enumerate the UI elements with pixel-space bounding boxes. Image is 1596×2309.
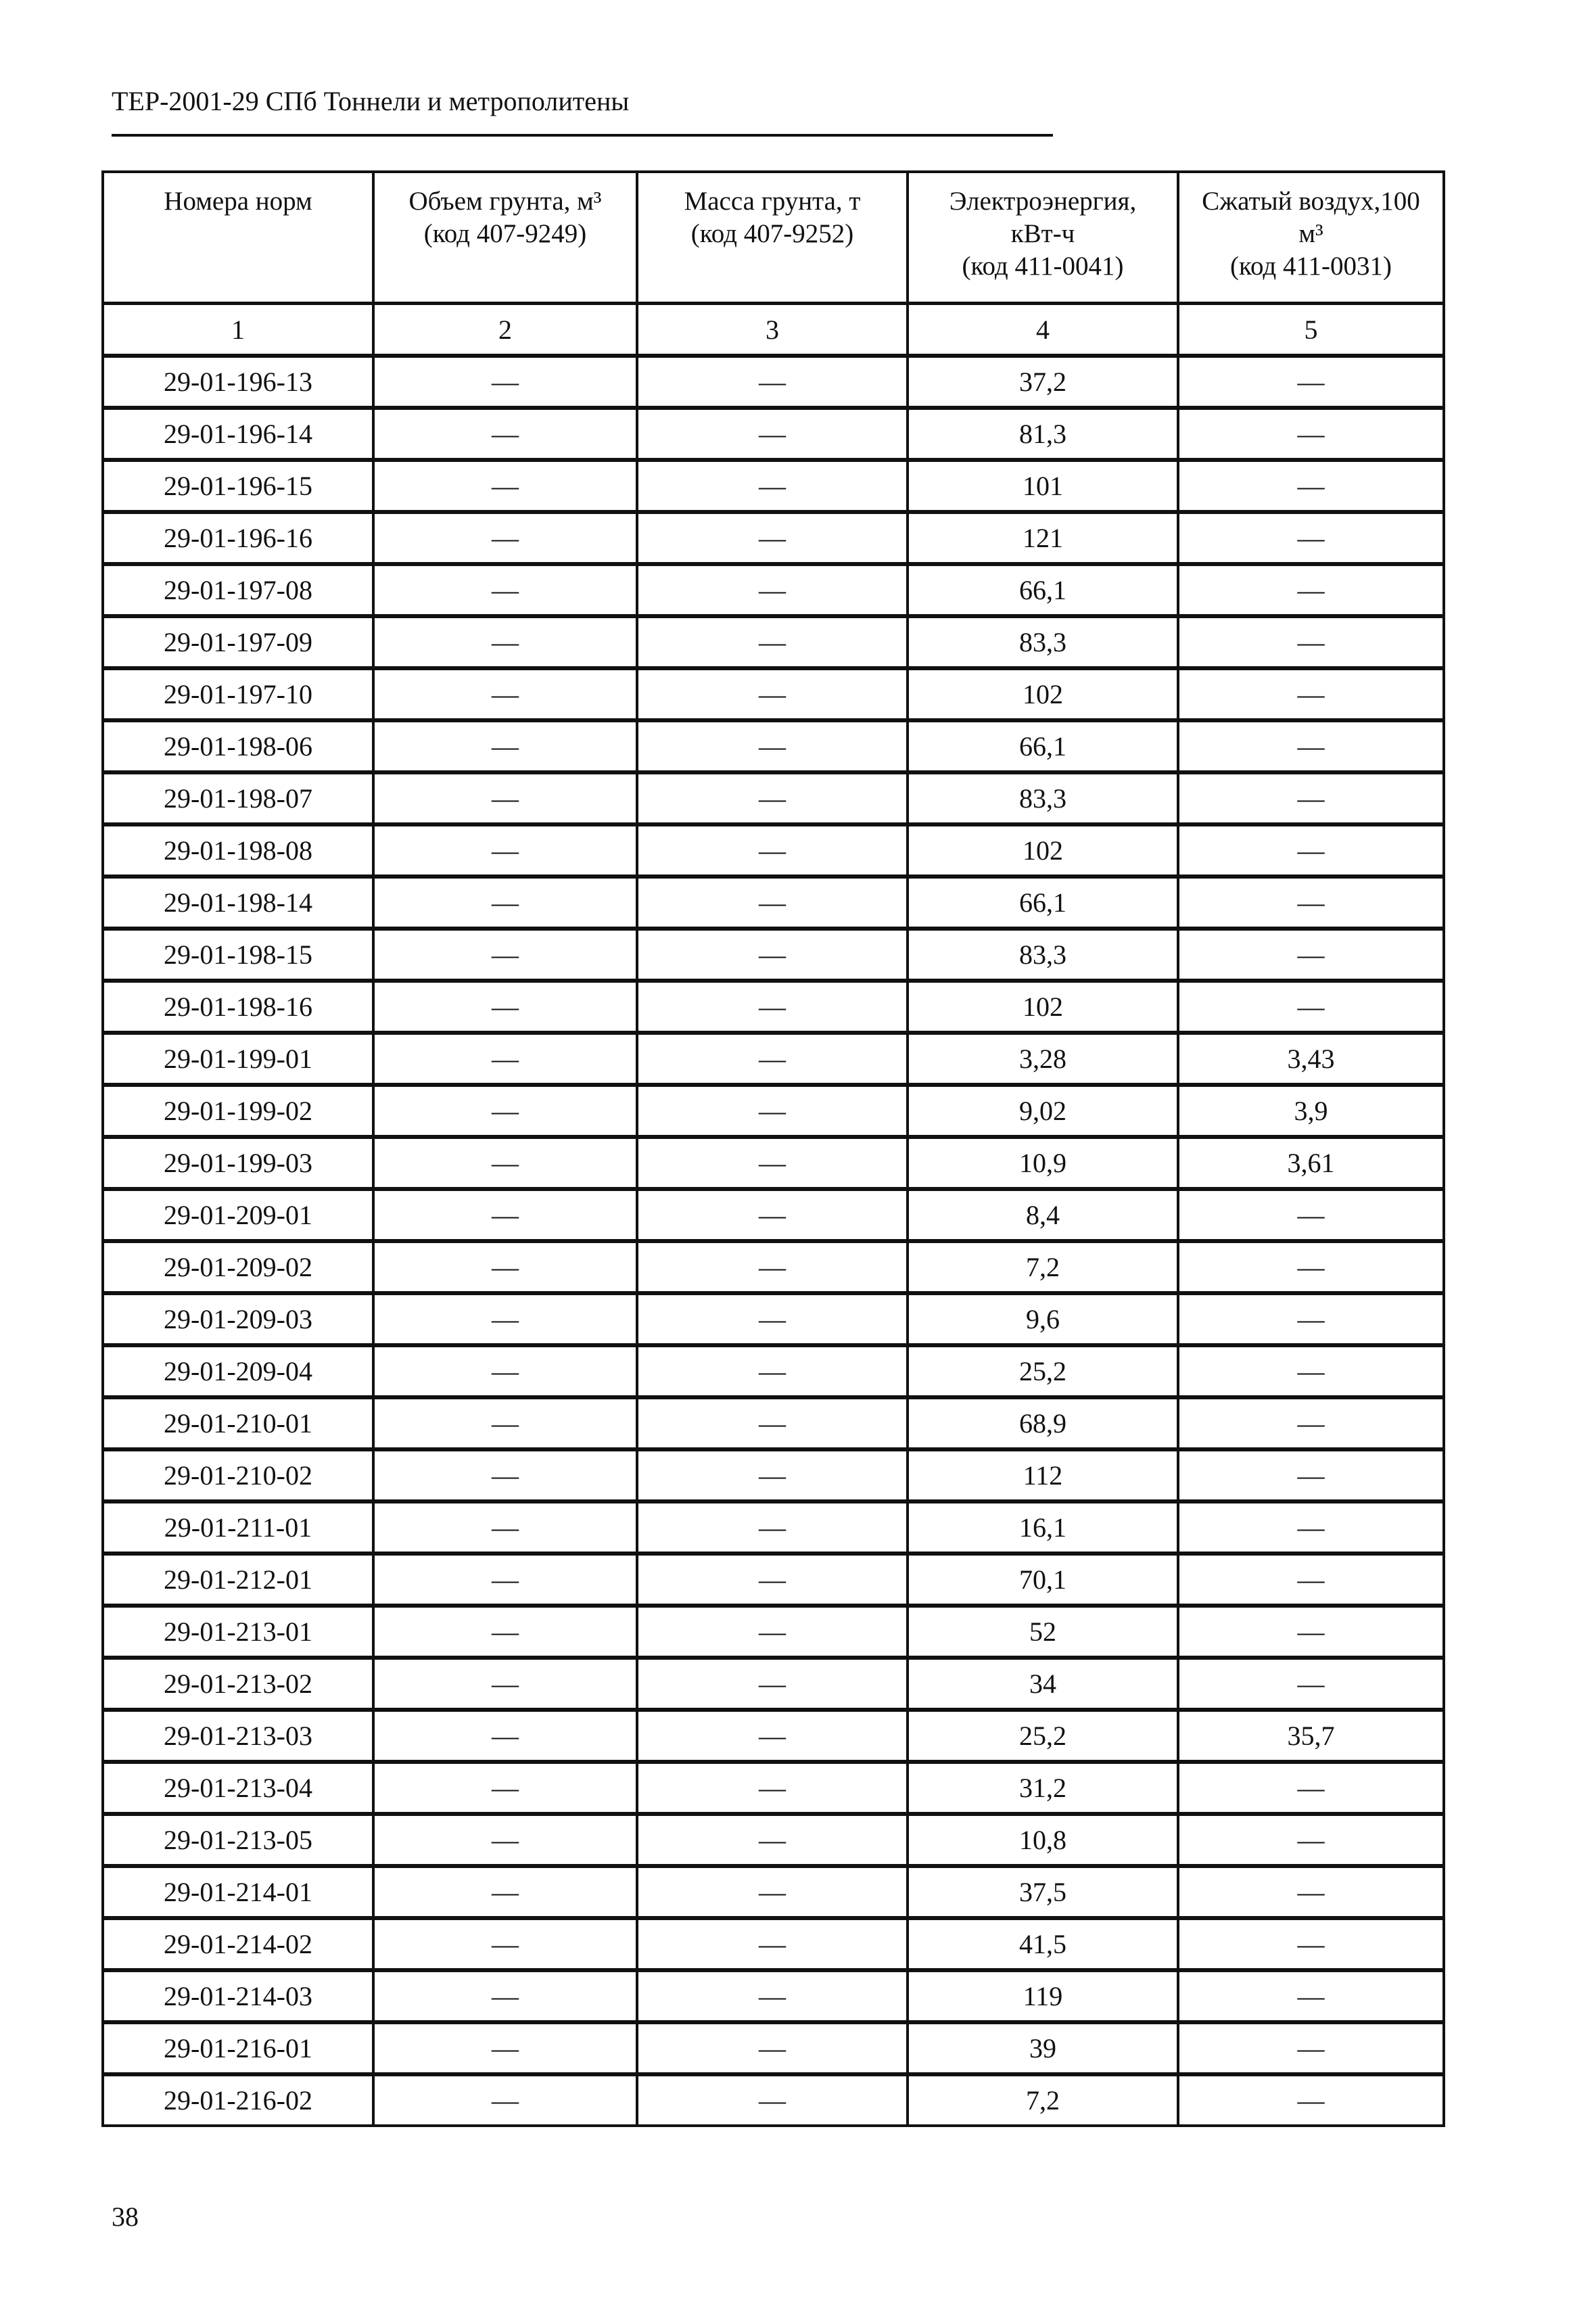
table-row <box>103 1137 1444 1189</box>
cell-electricity: 10,9 <box>908 1137 1178 1189</box>
cell-electricity: 25,2 <box>908 1345 1178 1397</box>
cell-soil-mass: — <box>637 1449 908 1501</box>
cell-soil-volume: — <box>373 877 637 929</box>
cell-norm-number: 29-01-197-08 <box>103 564 373 616</box>
cell-norm-number: 29-01-196-13 <box>103 356 373 408</box>
column-number: 5 <box>1178 304 1444 356</box>
cell-soil-mass: — <box>637 772 908 824</box>
cell-soil-mass: — <box>637 1137 908 1189</box>
norms-table-container <box>101 170 1442 2127</box>
cell-electricity: 9,6 <box>908 1293 1178 1345</box>
cell-soil-mass: — <box>637 1762 908 1814</box>
cell-soil-mass: — <box>637 512 908 564</box>
cell-norm-number: 29-01-199-01 <box>103 1033 373 1085</box>
cell-soil-volume: — <box>373 1293 637 1345</box>
column-header-line: Масса грунта, т <box>684 187 861 216</box>
table-row <box>103 1241 1444 1293</box>
cell-compressed-air: — <box>1178 720 1444 772</box>
cell-soil-mass: — <box>637 2022 908 2074</box>
cell-norm-number: 29-01-209-04 <box>103 1345 373 1397</box>
column-header-line: (код 407-9252) <box>690 219 854 248</box>
cell-soil-volume: — <box>373 1397 637 1449</box>
table-header-row <box>103 172 1444 304</box>
cell-soil-volume: — <box>373 1241 637 1293</box>
table-row <box>103 877 1444 929</box>
cell-soil-volume: — <box>373 1762 637 1814</box>
cell-soil-mass: — <box>637 1189 908 1241</box>
cell-soil-mass: — <box>637 1814 908 1866</box>
cell-norm-number: 29-01-199-02 <box>103 1085 373 1137</box>
cell-electricity: 37,5 <box>908 1866 1178 1918</box>
cell-electricity: 3,28 <box>908 1033 1178 1085</box>
cell-soil-mass: — <box>637 356 908 408</box>
cell-soil-mass: — <box>637 720 908 772</box>
cell-electricity: 68,9 <box>908 1397 1178 1449</box>
cell-soil-volume: — <box>373 2074 637 2126</box>
cell-soil-volume: — <box>373 1710 637 1762</box>
cell-compressed-air: — <box>1178 1501 1444 1554</box>
cell-norm-number: 29-01-214-01 <box>103 1866 373 1918</box>
table-row <box>103 720 1444 772</box>
cell-soil-mass: — <box>637 2074 908 2126</box>
cell-soil-volume: — <box>373 564 637 616</box>
cell-compressed-air: — <box>1178 1345 1444 1397</box>
cell-soil-mass: — <box>637 1866 908 1918</box>
cell-norm-number: 29-01-198-08 <box>103 824 373 877</box>
cell-norm-number: 29-01-209-03 <box>103 1293 373 1345</box>
cell-soil-volume: — <box>373 824 637 877</box>
table-row <box>103 1293 1444 1345</box>
cell-soil-volume: — <box>373 616 637 668</box>
table-row <box>103 1606 1444 1658</box>
cell-compressed-air: — <box>1178 1189 1444 1241</box>
cell-compressed-air: — <box>1178 2074 1444 2126</box>
cell-soil-volume: — <box>373 772 637 824</box>
cell-compressed-air: — <box>1178 1397 1444 1449</box>
cell-soil-mass: — <box>637 1606 908 1658</box>
cell-electricity: 52 <box>908 1606 1178 1658</box>
table-row <box>103 512 1444 564</box>
column-header-norm-number <box>103 172 373 304</box>
cell-soil-mass: — <box>637 1658 908 1710</box>
cell-norm-number: 29-01-214-03 <box>103 1970 373 2022</box>
table-row <box>103 1085 1444 1137</box>
cell-soil-volume: — <box>373 1085 637 1137</box>
column-number: 1 <box>103 304 373 356</box>
table-row <box>103 1814 1444 1866</box>
cell-electricity: 37,2 <box>908 356 1178 408</box>
page-number: 38 <box>112 2201 139 2232</box>
cell-soil-mass: — <box>637 1397 908 1449</box>
cell-soil-volume: — <box>373 981 637 1033</box>
column-header-electricity <box>908 172 1178 304</box>
column-number: 3 <box>637 304 908 356</box>
cell-soil-volume: — <box>373 512 637 564</box>
cell-norm-number: 29-01-214-02 <box>103 1918 373 1970</box>
cell-compressed-air: — <box>1178 1866 1444 1918</box>
cell-compressed-air: 35,7 <box>1178 1710 1444 1762</box>
cell-soil-volume: — <box>373 1137 637 1189</box>
cell-norm-number: 29-01-213-01 <box>103 1606 373 1658</box>
table-row <box>103 1189 1444 1241</box>
table-row <box>103 1554 1444 1606</box>
cell-compressed-air: — <box>1178 2022 1444 2074</box>
cell-compressed-air: — <box>1178 616 1444 668</box>
cell-electricity: 70,1 <box>908 1554 1178 1606</box>
cell-electricity: 39 <box>908 2022 1178 2074</box>
cell-soil-volume: — <box>373 668 637 720</box>
cell-compressed-air: — <box>1178 772 1444 824</box>
cell-electricity: 8,4 <box>908 1189 1178 1241</box>
cell-soil-volume: — <box>373 356 637 408</box>
table-row <box>103 929 1444 981</box>
cell-norm-number: 29-01-199-03 <box>103 1137 373 1189</box>
cell-electricity: 9,02 <box>908 1085 1178 1137</box>
cell-soil-mass: — <box>637 929 908 981</box>
column-header-soil-volume <box>373 172 637 304</box>
cell-soil-volume: — <box>373 1554 637 1606</box>
cell-norm-number: 29-01-197-10 <box>103 668 373 720</box>
cell-electricity: 25,2 <box>908 1710 1178 1762</box>
table-row <box>103 1866 1444 1918</box>
table-row <box>103 2074 1444 2126</box>
cell-norm-number: 29-01-198-16 <box>103 981 373 1033</box>
table-row <box>103 1762 1444 1814</box>
table-row <box>103 981 1444 1033</box>
header-divider <box>112 134 1053 137</box>
table-row <box>103 1345 1444 1397</box>
cell-soil-volume: — <box>373 929 637 981</box>
cell-soil-mass: — <box>637 1918 908 1970</box>
cell-compressed-air: — <box>1178 1293 1444 1345</box>
cell-electricity: 34 <box>908 1658 1178 1710</box>
cell-norm-number: 29-01-213-04 <box>103 1762 373 1814</box>
cell-compressed-air: — <box>1178 1449 1444 1501</box>
cell-soil-mass: — <box>637 1033 908 1085</box>
cell-soil-mass: — <box>637 824 908 877</box>
cell-soil-volume: — <box>373 720 637 772</box>
table-row <box>103 1501 1444 1554</box>
cell-compressed-air: — <box>1178 929 1444 981</box>
cell-electricity: 121 <box>908 512 1178 564</box>
cell-soil-volume: — <box>373 1501 637 1554</box>
cell-compressed-air: — <box>1178 564 1444 616</box>
cell-soil-volume: — <box>373 460 637 512</box>
cell-norm-number: 29-01-210-01 <box>103 1397 373 1449</box>
column-header-line: Номера норм <box>164 187 312 216</box>
column-header-line: (код 411-0041) <box>962 252 1124 281</box>
cell-electricity: 10,8 <box>908 1814 1178 1866</box>
table-row <box>103 1449 1444 1501</box>
table-row <box>103 564 1444 616</box>
cell-soil-volume: — <box>373 1866 637 1918</box>
cell-soil-mass: — <box>637 1085 908 1137</box>
cell-norm-number: 29-01-210-02 <box>103 1449 373 1501</box>
cell-norm-number: 29-01-196-15 <box>103 460 373 512</box>
cell-soil-mass: — <box>637 1241 908 1293</box>
cell-electricity: 102 <box>908 668 1178 720</box>
column-header-soil-mass <box>637 172 908 304</box>
page-header-title: ТЕР-2001-29 СПб Тоннели и метрополитены <box>112 86 630 116</box>
cell-compressed-air: — <box>1178 512 1444 564</box>
cell-electricity: 102 <box>908 981 1178 1033</box>
table-row <box>103 1397 1444 1449</box>
column-number-row <box>103 304 1444 356</box>
cell-electricity: 119 <box>908 1970 1178 2022</box>
cell-norm-number: 29-01-198-14 <box>103 877 373 929</box>
cell-soil-mass: — <box>637 1970 908 2022</box>
cell-electricity: 66,1 <box>908 720 1178 772</box>
cell-soil-mass: — <box>637 616 908 668</box>
cell-norm-number: 29-01-213-03 <box>103 1710 373 1762</box>
cell-compressed-air: — <box>1178 1970 1444 2022</box>
cell-electricity: 7,2 <box>908 2074 1178 2126</box>
norms-table-body <box>103 356 1444 2126</box>
column-number: 2 <box>373 304 637 356</box>
cell-soil-volume: — <box>373 1918 637 1970</box>
cell-soil-mass: — <box>637 460 908 512</box>
cell-electricity: 16,1 <box>908 1501 1178 1554</box>
cell-norm-number: 29-01-198-07 <box>103 772 373 824</box>
cell-soil-mass: — <box>637 668 908 720</box>
cell-norm-number: 29-01-198-15 <box>103 929 373 981</box>
cell-compressed-air: — <box>1178 824 1444 877</box>
cell-electricity: 83,3 <box>908 929 1178 981</box>
cell-soil-mass: — <box>637 1501 908 1554</box>
table-row <box>103 1970 1444 2022</box>
column-number: 4 <box>908 304 1178 356</box>
cell-compressed-air: — <box>1178 1814 1444 1866</box>
cell-compressed-air: — <box>1178 981 1444 1033</box>
cell-soil-volume: — <box>373 1449 637 1501</box>
cell-soil-volume: — <box>373 1345 637 1397</box>
cell-electricity: 112 <box>908 1449 1178 1501</box>
cell-compressed-air: 3,61 <box>1178 1137 1444 1189</box>
cell-norm-number: 29-01-216-01 <box>103 2022 373 2074</box>
table-row <box>103 408 1444 460</box>
cell-soil-volume: — <box>373 1606 637 1658</box>
cell-electricity: 66,1 <box>908 877 1178 929</box>
cell-compressed-air: 3,9 <box>1178 1085 1444 1137</box>
cell-soil-volume: — <box>373 1970 637 2022</box>
cell-norm-number: 29-01-213-05 <box>103 1814 373 1866</box>
cell-soil-volume: — <box>373 1658 637 1710</box>
cell-compressed-air: — <box>1178 1241 1444 1293</box>
cell-electricity: 83,3 <box>908 616 1178 668</box>
column-header-compressed-air <box>1178 172 1444 304</box>
cell-compressed-air: 3,43 <box>1178 1033 1444 1085</box>
column-header-line: Объем грунта, м³ <box>408 187 602 216</box>
norms-table <box>101 170 1445 2127</box>
cell-compressed-air: — <box>1178 1762 1444 1814</box>
cell-electricity: 102 <box>908 824 1178 877</box>
cell-compressed-air: — <box>1178 877 1444 929</box>
cell-soil-mass: — <box>637 981 908 1033</box>
cell-soil-mass: — <box>637 564 908 616</box>
table-row <box>103 460 1444 512</box>
cell-compressed-air: — <box>1178 356 1444 408</box>
column-header-line: Сжатый воздух,100 <box>1202 187 1420 216</box>
cell-soil-mass: — <box>637 877 908 929</box>
cell-compressed-air: — <box>1178 1658 1444 1710</box>
cell-norm-number: 29-01-216-02 <box>103 2074 373 2126</box>
table-row <box>103 1918 1444 1970</box>
cell-norm-number: 29-01-197-09 <box>103 616 373 668</box>
cell-compressed-air: — <box>1178 1606 1444 1658</box>
cell-electricity: 81,3 <box>908 408 1178 460</box>
cell-compressed-air: — <box>1178 460 1444 512</box>
column-header-line: кВт-ч <box>1010 219 1075 248</box>
cell-electricity: 31,2 <box>908 1762 1178 1814</box>
cell-norm-number: 29-01-209-02 <box>103 1241 373 1293</box>
cell-norm-number: 29-01-212-01 <box>103 1554 373 1606</box>
cell-norm-number: 29-01-213-02 <box>103 1658 373 1710</box>
cell-soil-volume: — <box>373 1189 637 1241</box>
table-row <box>103 1033 1444 1085</box>
table-row <box>103 356 1444 408</box>
cell-soil-volume: — <box>373 2022 637 2074</box>
cell-norm-number: 29-01-196-16 <box>103 512 373 564</box>
cell-compressed-air: — <box>1178 408 1444 460</box>
table-row <box>103 2022 1444 2074</box>
table-row <box>103 1658 1444 1710</box>
cell-norm-number: 29-01-209-01 <box>103 1189 373 1241</box>
table-row <box>103 668 1444 720</box>
cell-electricity: 66,1 <box>908 564 1178 616</box>
table-row <box>103 772 1444 824</box>
cell-soil-mass: — <box>637 1554 908 1606</box>
cell-compressed-air: — <box>1178 1554 1444 1606</box>
cell-soil-mass: — <box>637 1710 908 1762</box>
column-header-line: (код 407-9249) <box>423 219 587 248</box>
table-row <box>103 1710 1444 1762</box>
cell-soil-volume: — <box>373 408 637 460</box>
cell-compressed-air: — <box>1178 1918 1444 1970</box>
cell-soil-mass: — <box>637 1345 908 1397</box>
column-header-line: (код 411-0031) <box>1230 252 1392 281</box>
column-header-line: м³ <box>1298 219 1323 248</box>
cell-norm-number: 29-01-196-14 <box>103 408 373 460</box>
cell-soil-volume: — <box>373 1814 637 1866</box>
cell-soil-mass: — <box>637 1293 908 1345</box>
cell-electricity: 7,2 <box>908 1241 1178 1293</box>
table-row <box>103 824 1444 877</box>
cell-soil-mass: — <box>637 408 908 460</box>
cell-norm-number: 29-01-211-01 <box>103 1501 373 1554</box>
column-header-line: Электроэнергия, <box>949 187 1137 216</box>
cell-compressed-air: — <box>1178 668 1444 720</box>
table-row <box>103 616 1444 668</box>
cell-soil-volume: — <box>373 1033 637 1085</box>
cell-electricity: 83,3 <box>908 772 1178 824</box>
cell-norm-number: 29-01-198-06 <box>103 720 373 772</box>
cell-electricity: 101 <box>908 460 1178 512</box>
cell-electricity: 41,5 <box>908 1918 1178 1970</box>
